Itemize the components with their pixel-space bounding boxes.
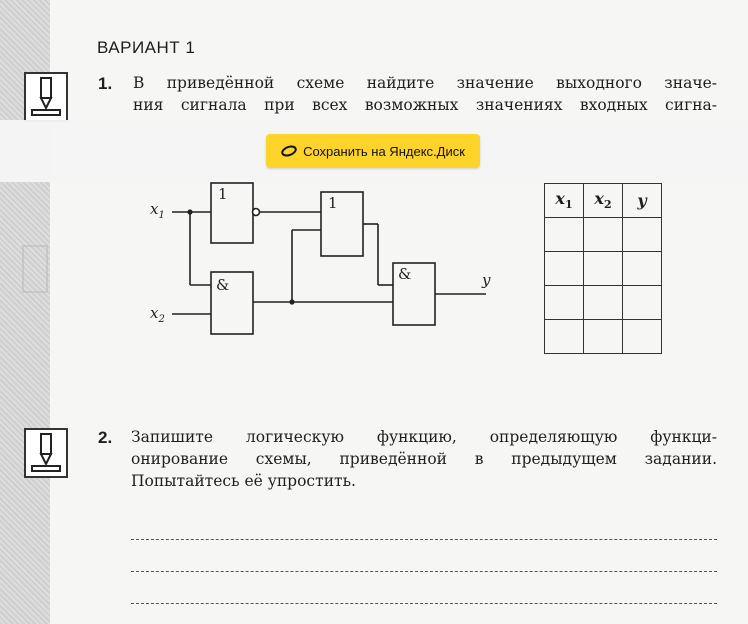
task-1-line-1: В приведённой схеме найдите значение выходного значе- [133, 74, 717, 92]
and-gate-1-symbol: & [216, 276, 230, 294]
truth-table-header-x2: $x_2$ [584, 184, 623, 218]
table-cell [584, 218, 623, 252]
input-x1-label: $x_1$ [150, 200, 165, 221]
truth-table-header-x1: $x_1$ [545, 184, 584, 218]
inverter-bubble [253, 209, 260, 216]
table-cell [584, 252, 623, 286]
task-2-line-1: Запишите логическую функцию, определяющую функци- [131, 428, 717, 446]
task-2-number: 2. [98, 428, 113, 447]
and-gate-2-symbol: & [398, 265, 412, 283]
variant-title: ВАРИАНТ 1 [97, 38, 196, 57]
junction-dot [187, 209, 192, 214]
table-cell [584, 320, 623, 354]
table-cell [623, 320, 662, 354]
task-2-line-3: Попытайтесь её упростить. [131, 472, 356, 490]
answer-line[interactable] [131, 539, 717, 540]
pencil-icon [24, 72, 68, 122]
task-2-line-2: онирование схемы, приведённой в предыдущем задании. [131, 450, 717, 468]
answer-line[interactable] [131, 603, 717, 604]
truth-table-header-y: y [623, 184, 662, 218]
save-button-label: Сохранить на Яндекс.Диск [303, 143, 465, 159]
junction-dot [289, 299, 294, 304]
or-gate-1-symbol: 1 [218, 185, 228, 203]
table-row [545, 218, 662, 252]
output-y-label: y [482, 271, 491, 289]
task-1-line-2: ния сигнала при всех возможных значениях входных сигна- [133, 96, 717, 114]
table-cell [584, 286, 623, 320]
or-gate-2-symbol: 1 [328, 194, 338, 212]
table-cell [545, 218, 584, 252]
input-x2-label: $x_2$ [150, 304, 165, 325]
task-1-number: 1. [98, 74, 113, 93]
table-cell [545, 252, 584, 286]
yandex-disk-icon [281, 145, 297, 157]
answer-line[interactable] [131, 571, 717, 572]
truth-table [544, 183, 662, 354]
table-cell [623, 218, 662, 252]
table-row [545, 320, 662, 354]
logic-circuit-diagram [140, 176, 520, 346]
table-cell [623, 252, 662, 286]
table-cell [545, 320, 584, 354]
table-cell [545, 286, 584, 320]
pencil-icon [24, 428, 68, 478]
table-row [545, 286, 662, 320]
margin-mark [22, 245, 48, 293]
table-row [545, 252, 662, 286]
save-to-yandex-disk-button[interactable] [266, 134, 480, 168]
table-cell [623, 286, 662, 320]
